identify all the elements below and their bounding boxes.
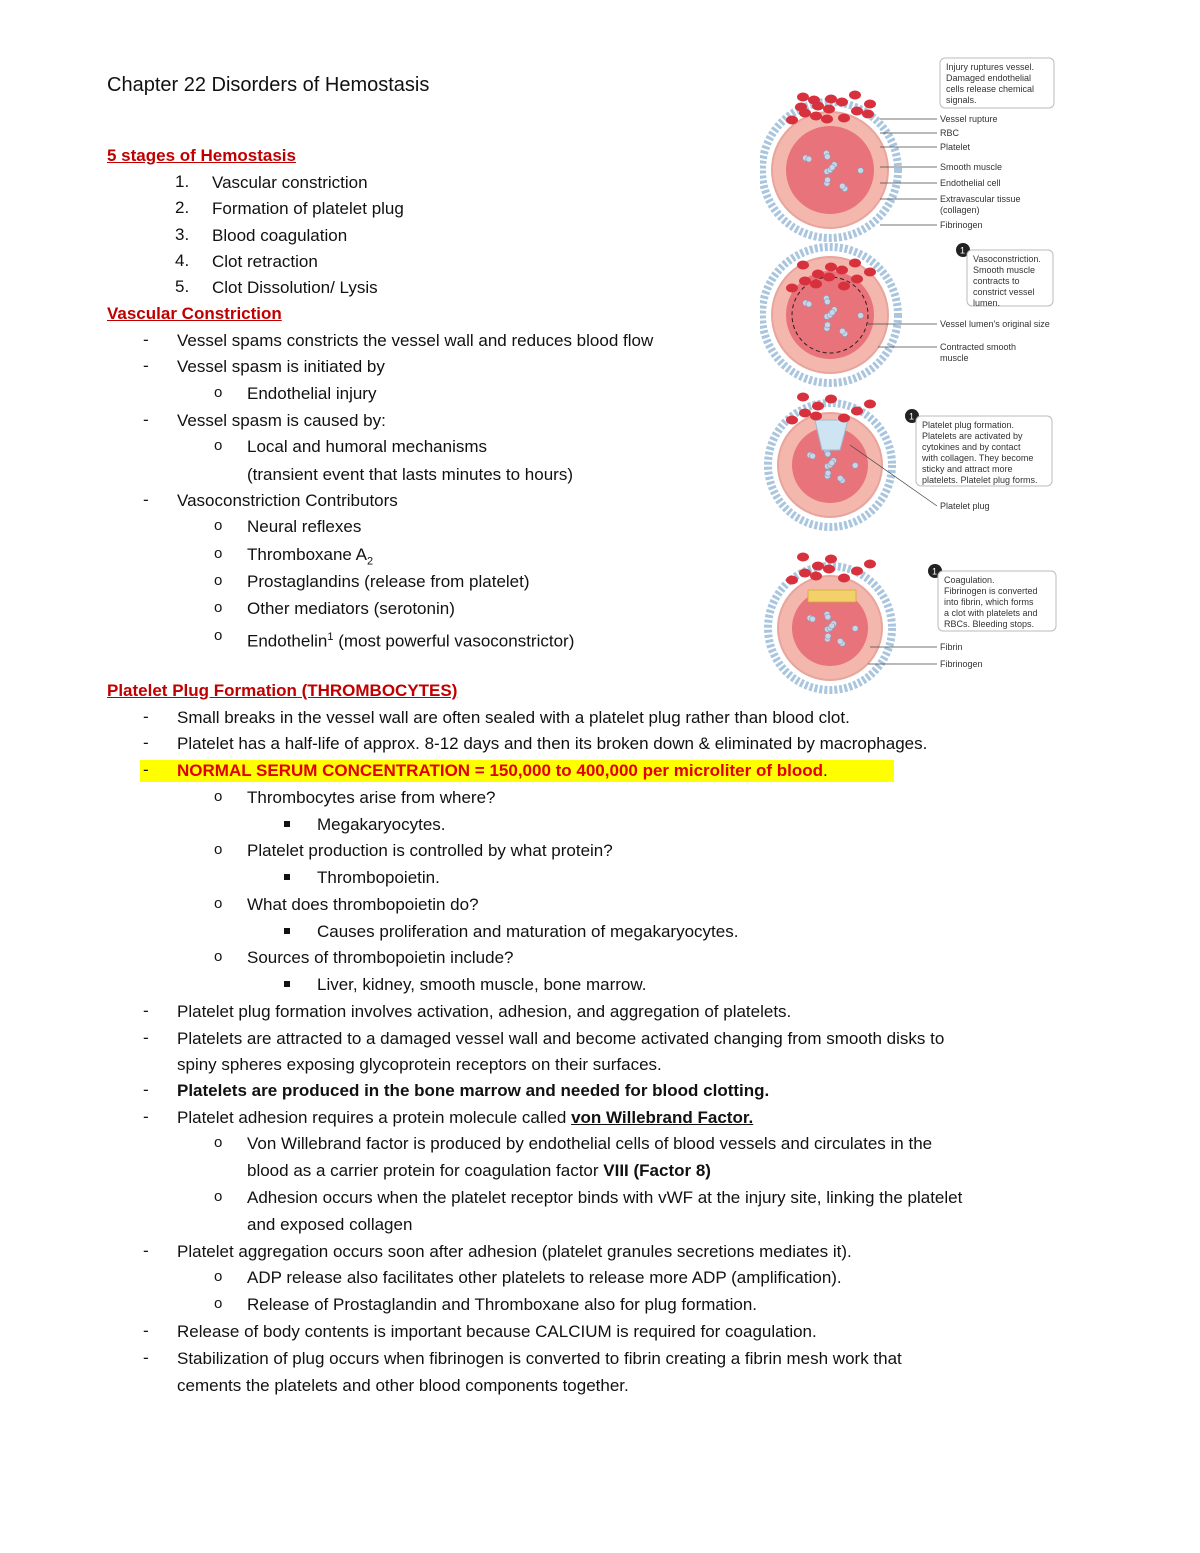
platelet-dot bbox=[852, 625, 858, 631]
rbc-cluster bbox=[812, 562, 824, 571]
callout-2-text: with collagen. They become bbox=[922, 453, 1034, 463]
callout-1-text: lumen. bbox=[973, 298, 1001, 308]
platelet-dot bbox=[825, 177, 831, 183]
stage-item: Vascular constriction bbox=[212, 173, 368, 192]
circle-bullet: o bbox=[214, 1134, 223, 1151]
rbc-cluster bbox=[838, 414, 850, 423]
vascular-line-4: Vasoconstriction Contributors bbox=[177, 491, 398, 510]
answer-3: Causes proliferation and maturation of megakaryocytes. bbox=[317, 922, 739, 941]
platelet-line-10b: cements the platelets and other blood components together. bbox=[177, 1376, 629, 1395]
rbc-cluster bbox=[799, 277, 811, 286]
rbc-cluster bbox=[808, 96, 820, 105]
platelet-dot bbox=[825, 451, 831, 457]
normal-concentration-text: NORMAL SERUM CONCENTRATION = 150,000 to 400,000 per microliter of blood bbox=[177, 761, 823, 780]
dash-bullet: - bbox=[143, 410, 149, 429]
aggregation-2: Release of Prostaglandin and Thromboxane also for plug formation. bbox=[247, 1295, 757, 1314]
platelet-dot bbox=[810, 616, 816, 622]
platelet-heading: Platelet Plug Formation (THROMBOCYTES) bbox=[107, 681, 458, 700]
circle-bullet: o bbox=[214, 895, 223, 912]
vascular-heading: Vascular Constriction bbox=[107, 304, 282, 323]
dash-bullet: - bbox=[143, 1080, 149, 1099]
aggregation-1: ADP release also facilitates other platelets to release more ADP (amplification). bbox=[247, 1268, 842, 1287]
label-1: Vessel lumen's original size bbox=[940, 319, 1050, 329]
rbc-cluster bbox=[810, 412, 822, 421]
rbc-cluster bbox=[825, 395, 837, 404]
circle-bullet: o bbox=[214, 517, 223, 534]
callout-2-text: Platelets are activated by bbox=[922, 431, 1023, 441]
callout-1-text: contracts to bbox=[973, 276, 1020, 286]
label-0: Platelet bbox=[940, 142, 971, 152]
callout-3-text: a clot with platelets and bbox=[944, 608, 1038, 618]
question-2: Platelet production is controlled by what protein? bbox=[247, 841, 613, 860]
circle-bullet: o bbox=[214, 841, 223, 858]
vwf-line-1b-text: blood as a carrier protein for coagulation factor bbox=[247, 1161, 604, 1180]
stage-number: 3. bbox=[175, 224, 190, 244]
contributor-5-sup: 1 bbox=[327, 631, 334, 643]
dash-bullet: - bbox=[143, 356, 149, 375]
label-1: Contracted smooth bbox=[940, 342, 1017, 352]
rbc-cluster bbox=[797, 393, 809, 402]
stage-number: 4. bbox=[175, 250, 190, 270]
circle-bullet: o bbox=[214, 437, 223, 454]
stage-number: 2. bbox=[175, 198, 190, 218]
vascular-line-2: Vessel spasm is initiated by bbox=[177, 357, 385, 376]
stage-item: Formation of platelet plug bbox=[212, 199, 404, 219]
callout-1-text: Smooth muscle bbox=[973, 265, 1036, 275]
dash-bullet: - bbox=[143, 733, 149, 752]
rbc-cluster bbox=[838, 574, 850, 583]
dash-bullet: - bbox=[143, 1001, 149, 1020]
label-0: Vessel rupture bbox=[940, 114, 998, 124]
fibrin-clot bbox=[808, 590, 856, 602]
callout-3-text: into fibrin, which forms bbox=[944, 597, 1034, 607]
rbc-cluster bbox=[851, 567, 863, 576]
platelet-dot bbox=[858, 313, 864, 319]
label-0: Endothelial cell bbox=[940, 178, 1001, 188]
callout-2-text: platelets. Platelet plug forms. bbox=[922, 475, 1038, 485]
callout-1-text: Vasoconstriction. bbox=[973, 254, 1041, 264]
callout-3-text: Coagulation. bbox=[944, 575, 995, 585]
callout-0-text: signals. bbox=[946, 95, 977, 105]
vascular-line-2a: Endothelial injury bbox=[247, 384, 377, 403]
callout-1-text: constrict vessel bbox=[973, 287, 1035, 297]
callout-3-text: RBCs. Bleeding stops. bbox=[944, 619, 1035, 629]
vwf-line-2a: Adhesion occurs when the platelet receptor binds with vWF at the injury site, linking the platelet bbox=[247, 1188, 963, 1207]
label-0: Extravascular tissue bbox=[940, 194, 1021, 204]
circle-bullet: o bbox=[214, 627, 223, 644]
rbc-cluster bbox=[799, 569, 811, 578]
rbc-cluster bbox=[836, 266, 848, 275]
label-0: RBC bbox=[940, 128, 960, 138]
circle-bullet: o bbox=[214, 572, 223, 589]
period: . bbox=[822, 761, 828, 780]
platelet-line-5a: Platelets are attracted to a damaged vessel wall and become activated changing from smooth disks to bbox=[177, 1029, 945, 1048]
answer-1: Megakaryocytes. bbox=[317, 815, 446, 834]
platelet-dot bbox=[825, 614, 831, 620]
rbc-cluster bbox=[823, 273, 835, 282]
rbc-cluster bbox=[851, 275, 863, 284]
platelet-dot bbox=[824, 299, 830, 305]
step-2-number: 1 bbox=[909, 411, 915, 422]
callout-0-text: cells release chemical bbox=[946, 84, 1035, 94]
rbc-cluster bbox=[823, 105, 835, 114]
platelet-line-6: Platelets are produced in the bone marrow and needed for blood clotting. bbox=[177, 1081, 770, 1100]
factor-8-term: VIII (Factor 8) bbox=[603, 1161, 711, 1180]
platelet-dot bbox=[806, 301, 812, 307]
rbc-cluster bbox=[864, 400, 876, 409]
contributor-2 bbox=[247, 544, 373, 572]
vascular-line-3b: (transient event that lasts minutes to hours) bbox=[247, 465, 573, 484]
rbc-cluster bbox=[821, 115, 833, 124]
platelet-dot bbox=[852, 462, 858, 468]
rbc-cluster bbox=[838, 282, 850, 291]
rbc-cluster bbox=[786, 284, 798, 293]
platelet-dot bbox=[806, 156, 812, 162]
dash-bullet: - bbox=[143, 1321, 149, 1340]
rbc-cluster bbox=[797, 93, 809, 102]
circle-bullet: o bbox=[214, 599, 223, 616]
rbc-cluster bbox=[795, 103, 807, 112]
vascular-line-1: Vessel spams constricts the vessel wall and reduces blood flow bbox=[177, 331, 654, 350]
dash-bullet: - bbox=[143, 1241, 149, 1260]
dash-bullet: - bbox=[143, 1348, 149, 1367]
platelet-dot bbox=[825, 633, 831, 639]
step-3-number: 1 bbox=[932, 566, 938, 577]
square-bullet bbox=[284, 874, 290, 880]
platelet-dot bbox=[837, 475, 843, 481]
rbc-cluster bbox=[810, 112, 822, 121]
label-3: Fibrinogen bbox=[940, 659, 983, 669]
platelet-line-7 bbox=[177, 1107, 753, 1129]
circle-bullet: o bbox=[214, 1295, 223, 1312]
platelet-dot bbox=[829, 164, 835, 170]
platelet-dot bbox=[839, 183, 845, 189]
callout-0-text: Injury ruptures vessel. bbox=[946, 62, 1035, 72]
von-willebrand-term: von Willebrand Factor. bbox=[571, 1108, 754, 1127]
circle-bullet: o bbox=[214, 545, 223, 562]
circle-bullet: o bbox=[214, 948, 223, 965]
label-0: (collagen) bbox=[940, 205, 980, 215]
hemostasis-figure bbox=[760, 50, 1100, 710]
platelet-line-8: Platelet aggregation occurs soon after adhesion (platelet granules secretions mediates it). bbox=[177, 1242, 852, 1261]
rbc-cluster bbox=[786, 576, 798, 585]
label-1: muscle bbox=[940, 353, 969, 363]
stage-item: Clot Dissolution/ Lysis bbox=[212, 278, 378, 298]
platelet-dot bbox=[825, 322, 831, 328]
contributor-5-rest: (most powerful vasoconstrictor) bbox=[333, 631, 575, 651]
dash-bullet: - bbox=[143, 330, 149, 349]
contributor-5 bbox=[247, 626, 574, 653]
rbc-cluster bbox=[825, 555, 837, 564]
platelet-line-10a: Stabilization of plug occurs when fibrinogen is converted to fibrin creating a fibrin mesh work that bbox=[177, 1349, 902, 1368]
rbc-cluster bbox=[862, 110, 874, 119]
vascular-line-3a: Local and humoral mechanisms bbox=[247, 437, 488, 456]
rbc-cluster bbox=[786, 116, 798, 125]
stages-heading: 5 stages of Hemostasis bbox=[107, 146, 296, 165]
rbc-cluster bbox=[786, 416, 798, 425]
answer-2: Thrombopoietin. bbox=[317, 868, 440, 887]
vwf-line-2b: and exposed collagen bbox=[247, 1215, 413, 1234]
platelet-dot bbox=[858, 168, 864, 174]
platelet-dot bbox=[829, 623, 835, 629]
circle-bullet: o bbox=[214, 1268, 223, 1285]
platelet-dot bbox=[824, 154, 830, 160]
square-bullet bbox=[284, 981, 290, 987]
label-0: Smooth muscle bbox=[940, 162, 1003, 172]
platelet-dot bbox=[829, 460, 835, 466]
answer-4: Liver, kidney, smooth muscle, bone marrow. bbox=[317, 975, 647, 994]
rbc-cluster bbox=[812, 402, 824, 411]
rbc-cluster bbox=[864, 560, 876, 569]
callout-2-text: cytokines and by contact bbox=[922, 442, 1021, 452]
contributor-1: Neural reflexes bbox=[247, 517, 362, 536]
rbc-cluster bbox=[823, 565, 835, 574]
rbc-cluster bbox=[849, 91, 861, 100]
rbc-cluster bbox=[825, 263, 837, 272]
circle-bullet: o bbox=[214, 788, 223, 805]
rbc-cluster bbox=[838, 114, 850, 123]
rbc-cluster bbox=[799, 409, 811, 418]
platelet-line-7-text: Platelet adhesion requires a protein molecule called bbox=[177, 1108, 572, 1127]
square-bullet bbox=[284, 821, 290, 827]
platelet-line-9: Release of body contents is important because CALCIUM is required for coagulation. bbox=[177, 1322, 817, 1341]
callout-2-text: Platelet plug formation. bbox=[922, 420, 1015, 430]
document-title: Chapter 22 Disorders of Hemostasis bbox=[107, 74, 430, 96]
rbc-cluster bbox=[810, 572, 822, 581]
rbc-cluster bbox=[864, 100, 876, 109]
contributor-2-sub: 2 bbox=[367, 555, 374, 568]
square-bullet bbox=[284, 928, 290, 934]
contributor-2-text: Thromboxane A bbox=[247, 545, 368, 564]
platelet-dot bbox=[810, 453, 816, 459]
callout-2-text: sticky and attract more bbox=[922, 464, 1013, 474]
label-0: Fibrinogen bbox=[940, 220, 983, 230]
callout-3-text: Fibrinogen is converted bbox=[944, 586, 1038, 596]
contributor-3: Prostaglandins (release from platelet) bbox=[247, 572, 530, 591]
question-3: What does thrombopoietin do? bbox=[247, 895, 479, 914]
platelet-line-4: Platelet plug formation involves activation, adhesion, and aggregation of platelets. bbox=[177, 1002, 792, 1021]
stage-number: 5. bbox=[175, 277, 190, 297]
rbc-cluster bbox=[812, 270, 824, 279]
rbc-cluster bbox=[836, 98, 848, 107]
dash-bullet: - bbox=[143, 1028, 149, 1047]
vwf-line-1a: Von Willebrand factor is produced by endothelial cells of blood vessels and circulates in the bbox=[247, 1134, 933, 1153]
platelet-line-2: Platelet has a half-life of approx. 8-12 days and then its broken down & eliminated by macrophages. bbox=[177, 734, 928, 753]
dash-bullet: - bbox=[143, 490, 149, 509]
contributor-4: Other mediators (serotonin) bbox=[247, 599, 455, 618]
rbc-cluster bbox=[797, 261, 809, 270]
rbc-cluster bbox=[797, 553, 809, 562]
platelet-line-5b: spiny spheres exposing glycoprotein receptors on their surfaces. bbox=[177, 1055, 662, 1074]
label-3: Fibrin bbox=[940, 642, 963, 652]
rbc-cluster bbox=[851, 107, 863, 116]
platelet-line-1: Small breaks in the vessel wall are often sealed with a platelet plug rather than blood clot. bbox=[177, 708, 850, 727]
platelet-dot bbox=[837, 638, 843, 644]
circle-bullet: o bbox=[214, 384, 223, 401]
question-1: Thrombocytes arise from where? bbox=[247, 788, 496, 807]
rbc-cluster bbox=[851, 407, 863, 416]
platelet-line-3 bbox=[177, 760, 828, 782]
question-4: Sources of thrombopoietin include? bbox=[247, 948, 514, 967]
contributor-5-text: Endothelin bbox=[247, 631, 328, 651]
vwf-line-1b bbox=[247, 1160, 711, 1182]
dash-bullet: - bbox=[143, 707, 149, 726]
stage-number: 1. bbox=[175, 172, 190, 191]
rbc-cluster bbox=[864, 268, 876, 277]
circle-bullet: o bbox=[214, 1188, 223, 1205]
callout-0-text: Damaged endothelial bbox=[946, 73, 1032, 83]
platelet-dot bbox=[825, 470, 831, 476]
step-1-number: 1 bbox=[960, 245, 966, 256]
vascular-line-3: Vessel spasm is caused by: bbox=[177, 411, 386, 430]
stage-item: Blood coagulation bbox=[212, 225, 348, 245]
rbc-cluster bbox=[810, 280, 822, 289]
dash-bullet: - bbox=[143, 760, 149, 779]
rbc-cluster bbox=[825, 95, 837, 104]
dash-bullet: - bbox=[143, 1107, 149, 1126]
platelet-dot bbox=[829, 309, 835, 315]
platelet-dot bbox=[839, 328, 845, 334]
stage-item: Clot retraction bbox=[212, 251, 318, 271]
label-2: Platelet plug bbox=[940, 501, 990, 511]
rbc-cluster bbox=[849, 259, 861, 268]
